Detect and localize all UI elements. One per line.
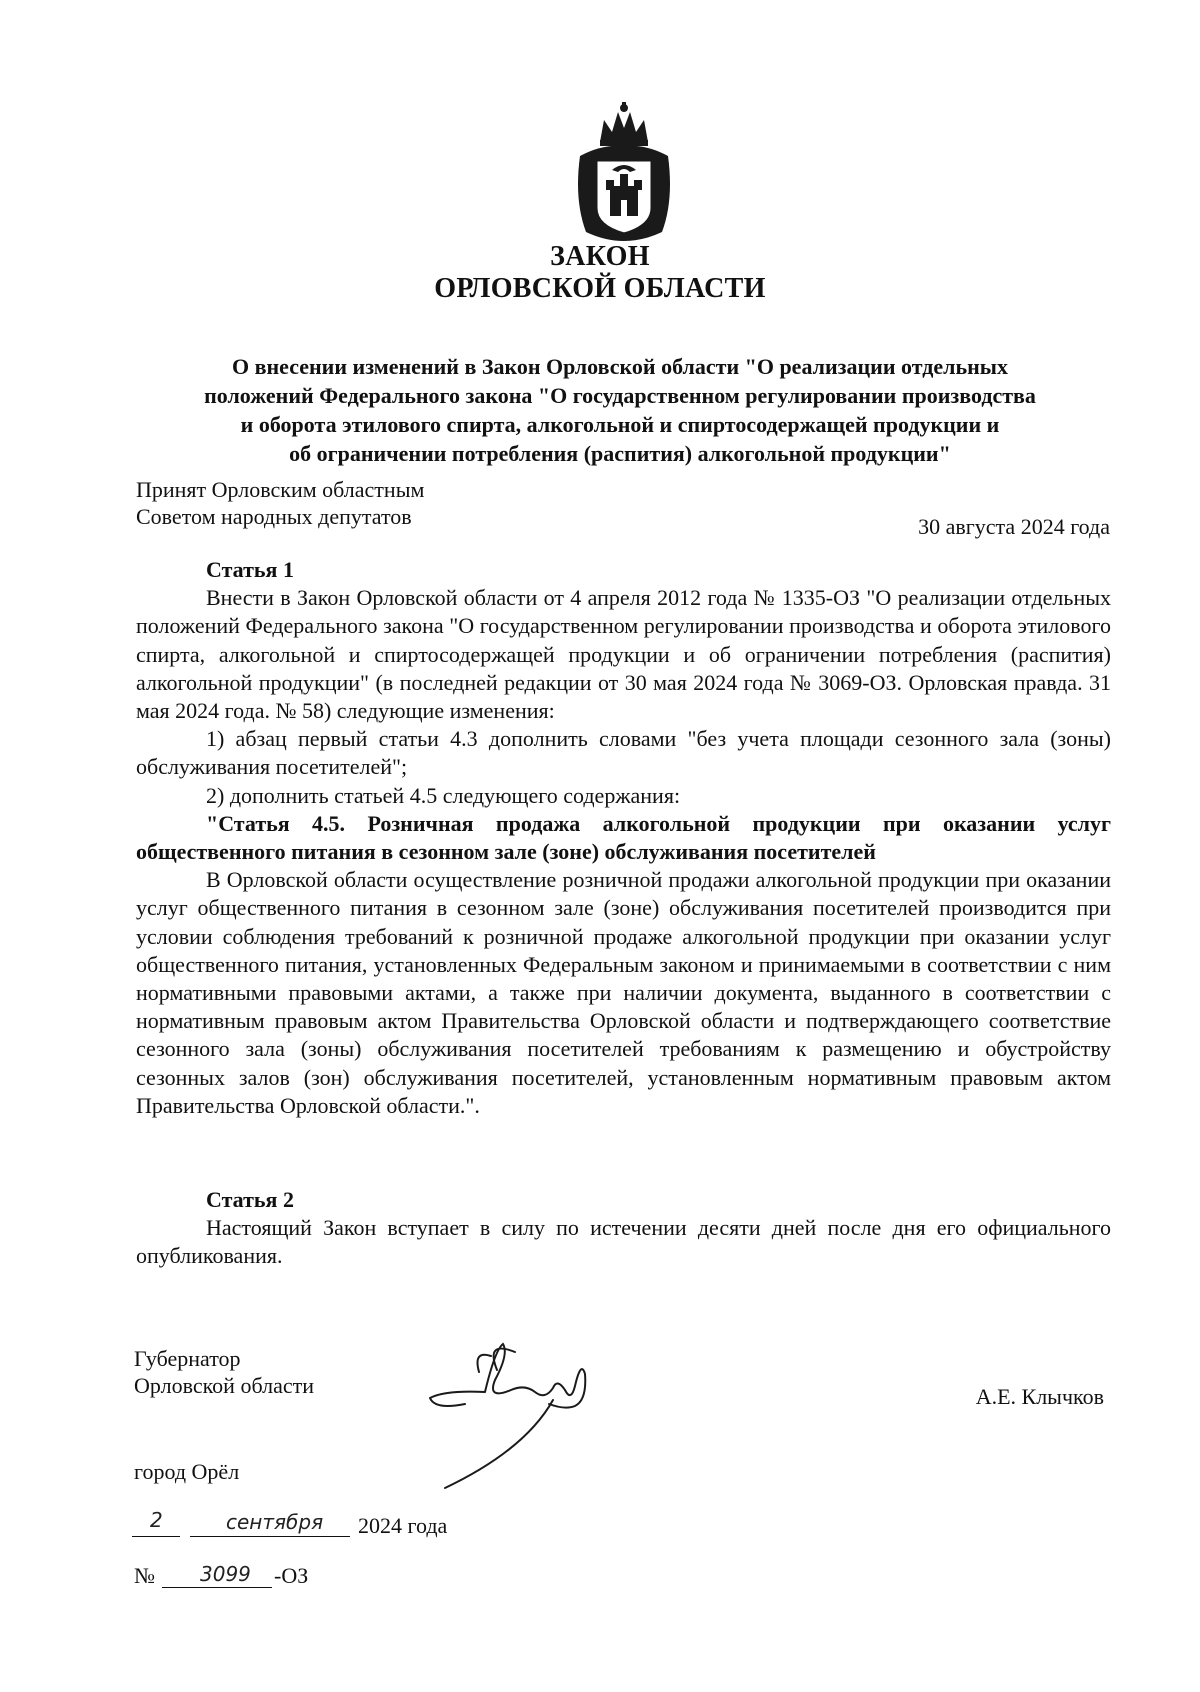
number-underline (162, 1587, 272, 1588)
law-number-prefix: № (134, 1563, 155, 1588)
law-number: 3099 (200, 1562, 251, 1586)
article-1-item-1: 1) абзац первый статьи 4.3 дополнить словами "без учета площади сезонного зала (зоны) обслуживания посетителей"; (136, 726, 1111, 780)
article-1-intro: Внести в Закон Орловской области от 4 апреля 2012 года № 1335-ОЗ "О реализации отдельных положений Федерального закона "О государственном регулировании производства и оборота этилового спирта, алкогольной и спиртосодержащей продукции и об ограничении потребления (распития) алкогольной продукции" (в последней редакции от 30 мая 2024 года № 3069-ОЗ. Орловская правда. 31 мая 2024 года. № 58) следующие изменения: (136, 585, 1111, 724)
subtitle-line: положений Федерального закона "О государственном регулировании производства (204, 383, 1036, 408)
signature-icon (425, 1330, 625, 1490)
article-2-heading: Статья 2 (206, 1187, 294, 1212)
page-title-region: ОРЛОВСКОЙ ОБЛАСТИ (434, 273, 766, 304)
article-1-item-2: 2) дополнить статьей 4.5 следующего содержания: (206, 782, 681, 808)
law-subtitle (130, 352, 1110, 468)
adoption-date: 30 августа 2024 года (918, 514, 1110, 539)
article-1-heading: Статья 1 (206, 557, 294, 582)
signed-year: 2024 года (358, 1513, 448, 1538)
subtitle-line: об ограничении потребления (распития) алкогольной продукции" (289, 441, 951, 466)
law-number-suffix: -ОЗ (274, 1563, 309, 1588)
new-article-text: В Орловской области осуществление розничной продажи алкогольной продукции при оказании услуг общественного питания в сезонном зале (зоне) обслуживания посетителей производится при условии соблюдения требований к розничной продаже алкогольной продукции при оказании услуг общественного питания, установленных Федеральным законом и принимаемыми в соответствии с ним нормативными правовыми актами, а также при наличии документа, выданного в соответствии с нормативным правовым актом Правительства Орловской области и подтверждающего соответствие сезонного зала (зоны) обслуживания посетителей требованиям к размещению и обустройству сезонных залов (зон) обслуживания посетителей, установленным нормативным правовым актом Правительства Орловской области.". (136, 867, 1111, 1118)
signatory-name: А.Е. Клычков (975, 1384, 1104, 1409)
subtitle-line: и оборота этилового спирта, алкогольной и спиртосодержащей продукции и (240, 412, 1000, 437)
city: город Орёл (134, 1459, 240, 1484)
coat-of-arms-icon (570, 100, 678, 244)
signatory-position-line2: Орловской области (134, 1373, 314, 1398)
page-title-law: ЗАКОН (550, 241, 650, 272)
new-article-heading: "Статья 4.5. Розничная продажа алкогольной продукции при оказании услуг общественного питания в сезонном зале (зоне) обслуживания посетителей (136, 810, 1111, 865)
month-underline (190, 1536, 350, 1537)
adoption-body-line2: Советом народных депутатов (136, 504, 412, 529)
subtitle-line: О внесении изменений в Закон Орловской области "О реализации отдельных (232, 354, 1008, 379)
signed-day: 2 (150, 1508, 163, 1532)
article-1 (136, 556, 1111, 1120)
article-2-text: Настоящий Закон вступает в силу по истечении десяти дней после дня его официального опубликования. (136, 1215, 1111, 1269)
day-underline (132, 1536, 180, 1537)
signatory-position-line1: Губернатор (134, 1346, 241, 1371)
adoption-body-line1: Принят Орловским областным (136, 477, 425, 502)
article-2 (136, 1186, 1111, 1271)
signed-month: сентября (226, 1510, 324, 1534)
